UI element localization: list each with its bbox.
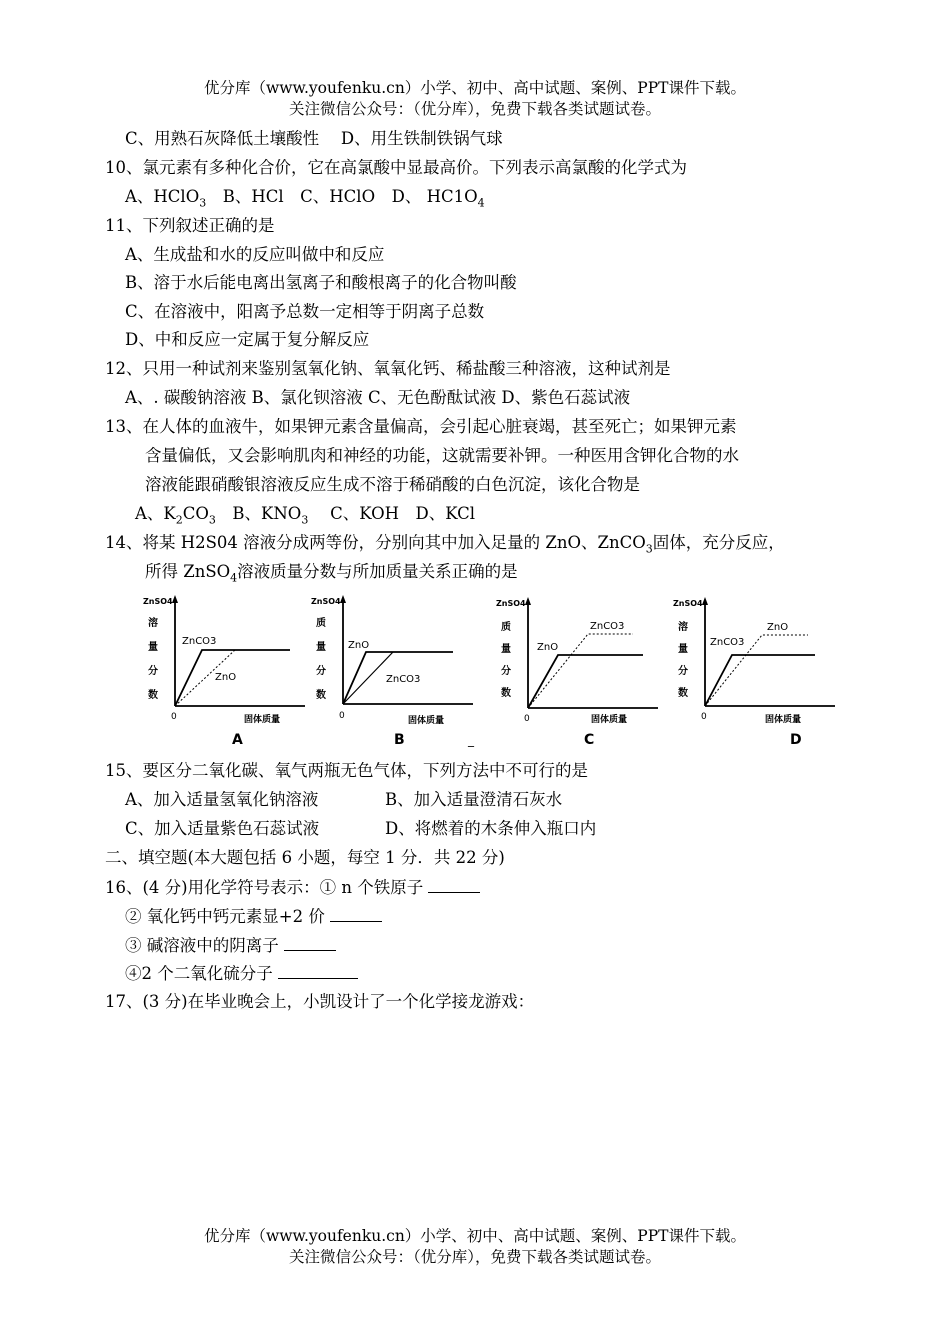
q15-option-d: D、将燃着的木条伸入瓶口内 — [385, 819, 597, 838]
q16-blank-1[interactable] — [428, 876, 480, 893]
q12-options: A、. 碳酸钠溶液 B、氯化钡溶液 C、无色酚酞试液 D、紫色石蕊试液 — [125, 388, 631, 407]
q16-blank-2[interactable] — [330, 905, 382, 922]
graph-y-char-3: 分 — [678, 666, 688, 677]
graph-line-upper — [528, 655, 643, 708]
q14-line-1-text: 14、将某 H2S04 溶液分成两等份，分别向其中加入足量的 ZnO、ZnCO — [105, 533, 646, 552]
q11-option-b: B、溶于水后能电离出氢离子和酸根离子的化合物叫酸 — [125, 273, 517, 292]
graph-y-char-4: 数 — [148, 690, 158, 701]
q16-item-3 — [125, 934, 336, 957]
q16-item-3-text: ③ 碱溶液中的阴离子 — [125, 936, 279, 955]
header-line-1: 优分库（www.youfenku.cn）小学、初中、高中试题、案例、PPT课件下载。 — [203, 79, 747, 97]
graph-d — [670, 592, 840, 752]
q13-option-a-part2: CO — [182, 504, 209, 523]
q16-item-4 — [125, 962, 358, 985]
q14-line-2 — [145, 561, 518, 589]
graph-y-char-1: 质 — [316, 618, 326, 629]
graph-letter: C — [584, 732, 595, 748]
q14-line-2-tail: 溶液质量分数与所加质量关系正确的是 — [237, 562, 518, 581]
graph-y-char-4: 数 — [316, 690, 326, 701]
y-axis-arrow — [172, 595, 178, 603]
graph-letter: A — [232, 732, 243, 748]
graph-label-lower: ZnCO3 — [590, 621, 625, 632]
graph-origin: 0 — [339, 711, 345, 721]
q15-option-c: C、加入适量紫色石蕊试液 — [125, 819, 320, 838]
section-2-title: 二、填空题(本大题包括 6 小题，每空 1 分．共 22 分) — [105, 848, 505, 867]
graph-y-char-1: 溶 — [148, 618, 158, 629]
q11-option-a: A、生成盐和水的反应叫做中和反应 — [125, 245, 385, 264]
graph-y-char-1: 质 — [501, 622, 511, 633]
q14-line-1 — [105, 532, 785, 560]
q15-stem: 15、要区分二氧化碳、氧气两瓶无色气体，下列方法中不可行的是 — [105, 761, 588, 780]
graph-y-char-2: 量 — [678, 644, 688, 655]
graph-x-label: 固体质量 — [591, 715, 628, 725]
q10-stem: 10、氯元素有多种化合价，它在高氯酸中显最高价。下列表示高氯酸的化学式为 — [105, 158, 687, 177]
page-footer — [0, 1226, 950, 1268]
y-axis-arrow — [525, 597, 531, 605]
graph-label-upper: ZnCO3 — [710, 637, 745, 648]
y-axis-arrow — [340, 595, 346, 603]
q15-option-b: B、加入适量澄清石灰水 — [385, 790, 563, 809]
graph-y-title: ZnSO4 — [143, 597, 173, 606]
q13-line-3: 溶液能跟硝酸银溶液反应生成不溶于稀硝酸的白色沉淀，该化合物是 — [145, 475, 640, 494]
graph-label-upper: ZnO — [348, 640, 370, 651]
graph-origin: 0 — [171, 712, 177, 722]
footer-line-2: 关注微信公众号：（优分库），免费下载各类试题试卷。 — [288, 1248, 661, 1266]
q11-option-d: D、中和反应一定属于复分解反应 — [125, 330, 370, 349]
q10-options — [125, 186, 485, 214]
graph-y-title: ZnSO4 — [496, 599, 526, 608]
q17-stem: 17、(3 分)在毕业晚会上，小凯设计了一个化学接龙游戏： — [105, 992, 535, 1011]
graph-y-char-4: 数 — [501, 688, 511, 699]
graph-y-char-3: 分 — [148, 666, 158, 677]
graph-c — [468, 592, 663, 752]
header-line-2: 关注微信公众号：（优分库），免费下载各类试题试卷。 — [288, 100, 661, 118]
q16-item-4-text: ④2 个二氧化硫分子 — [125, 964, 273, 983]
q13-option-a-part1: A、K — [135, 504, 176, 523]
q10-options-bcd: B、HCl C、HClO D、 HC1O — [206, 187, 478, 206]
q13-line-2: 含量偏低，又会影响肌肉和神经的功能，这就需要补钾。一种医用含钾化合物的水 — [145, 446, 739, 465]
q14-line-2-text: 所得 ZnSO — [145, 562, 231, 581]
graph-label-upper: ZnCO3 — [182, 636, 217, 647]
q13-option-a-sub2: 3 — [208, 513, 216, 527]
page-header — [0, 78, 950, 120]
q15-option-a: A、加入适量氢氧化钠溶液 — [125, 790, 319, 809]
graph-letter: D — [790, 732, 802, 748]
graph-label-lower: ZnO — [767, 622, 789, 633]
footer-line-1: 优分库（www.youfenku.cn）小学、初中、高中试题、案例、PPT课件下载。 — [203, 1227, 747, 1245]
q14-line-1-sub: 3 — [645, 542, 653, 556]
graph-y-char-2: 量 — [148, 642, 158, 653]
graph-line-upper — [705, 655, 815, 706]
q16-blank-4[interactable] — [278, 962, 358, 979]
graph-y-char-2: 量 — [501, 644, 511, 655]
q16-blank-3[interactable] — [284, 934, 336, 951]
graph-x-label: 固体质量 — [765, 715, 802, 725]
q11-option-c: C、在溶液中，阳离予总数一定相等于阴离子总数 — [125, 302, 485, 321]
graph-x-label: 固体质量 — [408, 716, 445, 726]
graph-y-char-2: 量 — [316, 642, 326, 653]
q16-item-2 — [125, 905, 382, 928]
graph-y-title: ZnSO4 — [673, 599, 703, 608]
y-axis-arrow — [702, 597, 708, 605]
graph-a — [140, 592, 310, 752]
graph-x-label: 固体质量 — [244, 715, 281, 725]
graph-y-char-1: 溶 — [678, 622, 688, 633]
graph-origin: 0 — [524, 714, 530, 724]
q13-options — [135, 503, 475, 531]
q13-option-b-sub: 3 — [301, 513, 309, 527]
q11-stem: 11、下列叙述正确的是 — [105, 216, 275, 235]
graph-origin: 0 — [701, 712, 707, 722]
graph-letter: B — [394, 732, 405, 748]
q10-option-a-subscript: 3 — [199, 196, 207, 210]
graph-label-lower: ZnCO3 — [386, 674, 421, 685]
q13-line-1: 13、在人体的血液牛，如果钾元素含量偏高，会引起心脏衰竭，甚至死亡；如果钾元素 — [105, 417, 737, 436]
q16-item-2-text: ② 氧化钙中钙元素显+2 价 — [125, 907, 325, 926]
q16-stem — [105, 876, 480, 899]
q10-option-d-subscript: 4 — [477, 196, 485, 210]
q16-stem-text: 16、(4 分)用化学符号表示：① n 个铁原子 — [105, 878, 424, 897]
graph-label-lower: ZnO — [215, 672, 237, 683]
q10-option-a: A、HClO — [125, 187, 200, 206]
q12-stem: 12、只用一种试剂来鉴别氢氧化钠、氧氧化钙、稀盐酸三种溶液，这种试剂是 — [105, 359, 671, 378]
q14-line-1-tail: 固体，充分反应， — [652, 533, 785, 552]
graph-y-char-3: 分 — [316, 666, 326, 677]
graph-y-char-3: 分 — [501, 666, 511, 677]
q13-options-cd: C、KOH D、KCl — [308, 504, 476, 523]
graph-c-dash: _ — [468, 733, 474, 747]
q13-option-a-sub1: 2 — [175, 513, 183, 527]
q13-option-b: B、KNO — [215, 504, 302, 523]
q14-line-2-sub: 4 — [230, 571, 238, 585]
graph-y-title: ZnSO4 — [311, 597, 341, 606]
q9-options-cd: C、用熟石灰降低土壤酸性 D、用生铁制铁锅气球 — [125, 129, 503, 148]
graph-y-char-4: 数 — [678, 688, 688, 699]
graph-label-upper: ZnO — [537, 642, 559, 653]
graph-b — [308, 592, 478, 752]
